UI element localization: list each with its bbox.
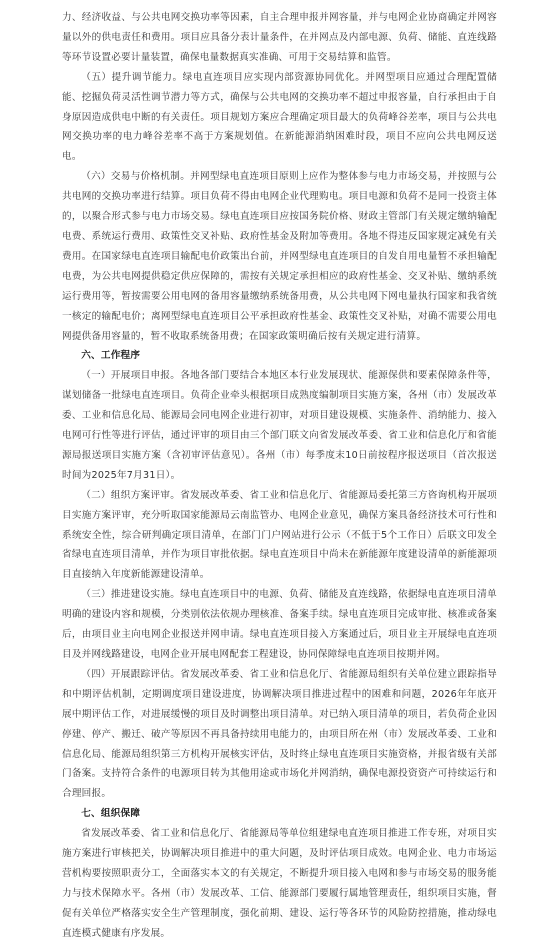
paragraph-plan-review: （二）组织方案评审。省发展改革委、省工业和信息化厅、省能源局委托第三方咨询机构开展项目实施方案评审，充分听取国家能源局云南监管办、电网企业意见，确保方案具备经济技术可行性和系统安全性，综合研判确定项目清单，在部门门户网站进行公示（不低于5个工作日）后联文印发全省绿电直连项目清单，并作为项目审批依据。绿电直连项目中尚未在新能源年度建设清单的新能源项目直接纳入年度新能源建设清单。: [62, 489, 497, 581]
paragraph-tracking-evaluation: （四）开展跟踪评估。省发展改革委、省工业和信息化厅、省能源局组织有关单位建立跟踪指导和中期评估机制，定期调度项目建设进度，协调解决项目推进过程中的困难和问题，2026年年底开展中期评估工作，对进展缓慢的项目及时调整出项目清单。对已纳入项目清单的项目，若负荷企业因停建、停产、搬迁、破产等原因不再具备持续用电能力的，由项目所在州（市）发展改革委、工业和信息化局、能源局组织第三方机构开展核实评估，及时终止绿电直连项目实施资格，并报省级有关部门备案。支持符合条件的电源项目转为其他用途或市场化并网消纳，确保电源投资资产可持续运行和合理回报。: [62, 668, 497, 800]
paragraph-trading-pricing: （六）交易与价格机制。并网型绿电直连项目原则上应作为整体参与电力市场交易，并按照与公共电网的交换功率进行结算。项目负荷不得由电网企业代理购电。项目电源和负荷不是同一投资主体的，以聚合形式参与电力市场交易。绿电直连项目应按国务院价格、财政主管部门有关规定缴纳输配电费、系统运行费用、政策性交叉补贴、政府性基金及附加等费用。各地不得违反国家规定减免有关费用。在国家绿电直连项目输配电价政策出台前，并网型绿电直连项目的自发自用电量暂不承担输配电费，为公共电网提供稳定供应保障的，需按有关规定承担相应的政府性基金、交叉补贴、缴纳系统运行费用等，暂按需要公用电网的备用容量缴纳系统备用费，从公共电网下网电量执行国家和我省统一核定的输配电价；离网型绿电直连项目公平承担政府性基金、政策性交叉补贴，对确不需要公用电网提供备用容量的，暂不收取系统备用费；在国家政策明确后按有关规定进行清算。: [62, 171, 497, 342]
section-heading-organization: 七、组织保障: [81, 808, 141, 820]
paragraph-continuation: 力、经济收益、与公共电网交换功率等因素，自主合理申报并网容量，并与电网企业协商确定并网容量以外的供电责任和费用。项目应具备分表计量条件，在并网点及内部电源、负荷、储能、直连线路等环节设置必要计量装置，确保电量数据真实准确、可用于交易结算和监管。: [62, 12, 497, 63]
paragraph-project-application: （一）开展项目申报。各地各部门要结合本地区本行业发展现状、能源保供和要素保障条件等，谋划储备一批绿电直连项目。负荷企业牵头根据项目成熟度编制项目实施方案，各州（市）发展改革委、工业和信息化局、能源局会同电网企业进行初审，对项目建设规模、实施条件、消纳能力、接入电网可行性等进行评估，通过评审的项目由三个部门联文向省发展改革委、省工业和信息化厅和省能源局报送项目实施方案（含初审评估意见）。各州（市）每季度末10日前按程序报送项目（首次报送时间为2025年7月31日）。: [62, 370, 497, 481]
paragraph-organization: 省发展改革委、省工业和信息化厅、省能源局等单位组建绿电直连项目推进工作专班，对项目实施方案进行审核把关，协调解决项目推进中的重大问题，及时评估项目成效。电网企业、电力市场运营机构要按照职责分工，全面落实本文的有关规定，不断提升项目接入电网和参与市场交易的服务能力与技术保障水平。各州（市）发展改革、工信、能源部门要履行属地管理责任，组织项目实施，督促有关单位严格落实安全生产管理制度，强化前期、建设、运行等各环节的风险防控措施，推动绿电直连模式健康有序发展。: [62, 828, 497, 939]
paragraph-construction: （三）推进建设实施。绿电直连项目中的电源、负荷、储能及直连线路，依据绿电直连项目清单明确的建设内容和规模，分类别依法依规办理核准、备案手续。绿电直连项目完成审批、核准或备案后，由项目业主向电网企业报送并网申请。绿电直连项目接入方案通过后，项目业主开展绿电直连项目及并网线路建设，电网企业开展电网配套工程建设，协同保障绿电直连项目按期并网。: [62, 589, 497, 660]
paragraph-regulation-capacity: （五）提升调节能力。绿电直连项目应实现内部资源协同优化。并网型项目应通过合理配置储能、挖掘负荷灵活性调节潜力等方式，确保与公共电网的交换功率不超过申报容量，自行承担由于自身原因造成供电中断的有关责任。项目规划方案应合理确定项目最大的负荷峰谷差率，项目与公共电网交换功率的电力峰谷差率不高于方案规划值。在新能源消纳困难时段，项目不应向公共电网反送电。: [62, 71, 497, 163]
section-heading-work-procedure: 六、工作程序: [81, 350, 141, 362]
